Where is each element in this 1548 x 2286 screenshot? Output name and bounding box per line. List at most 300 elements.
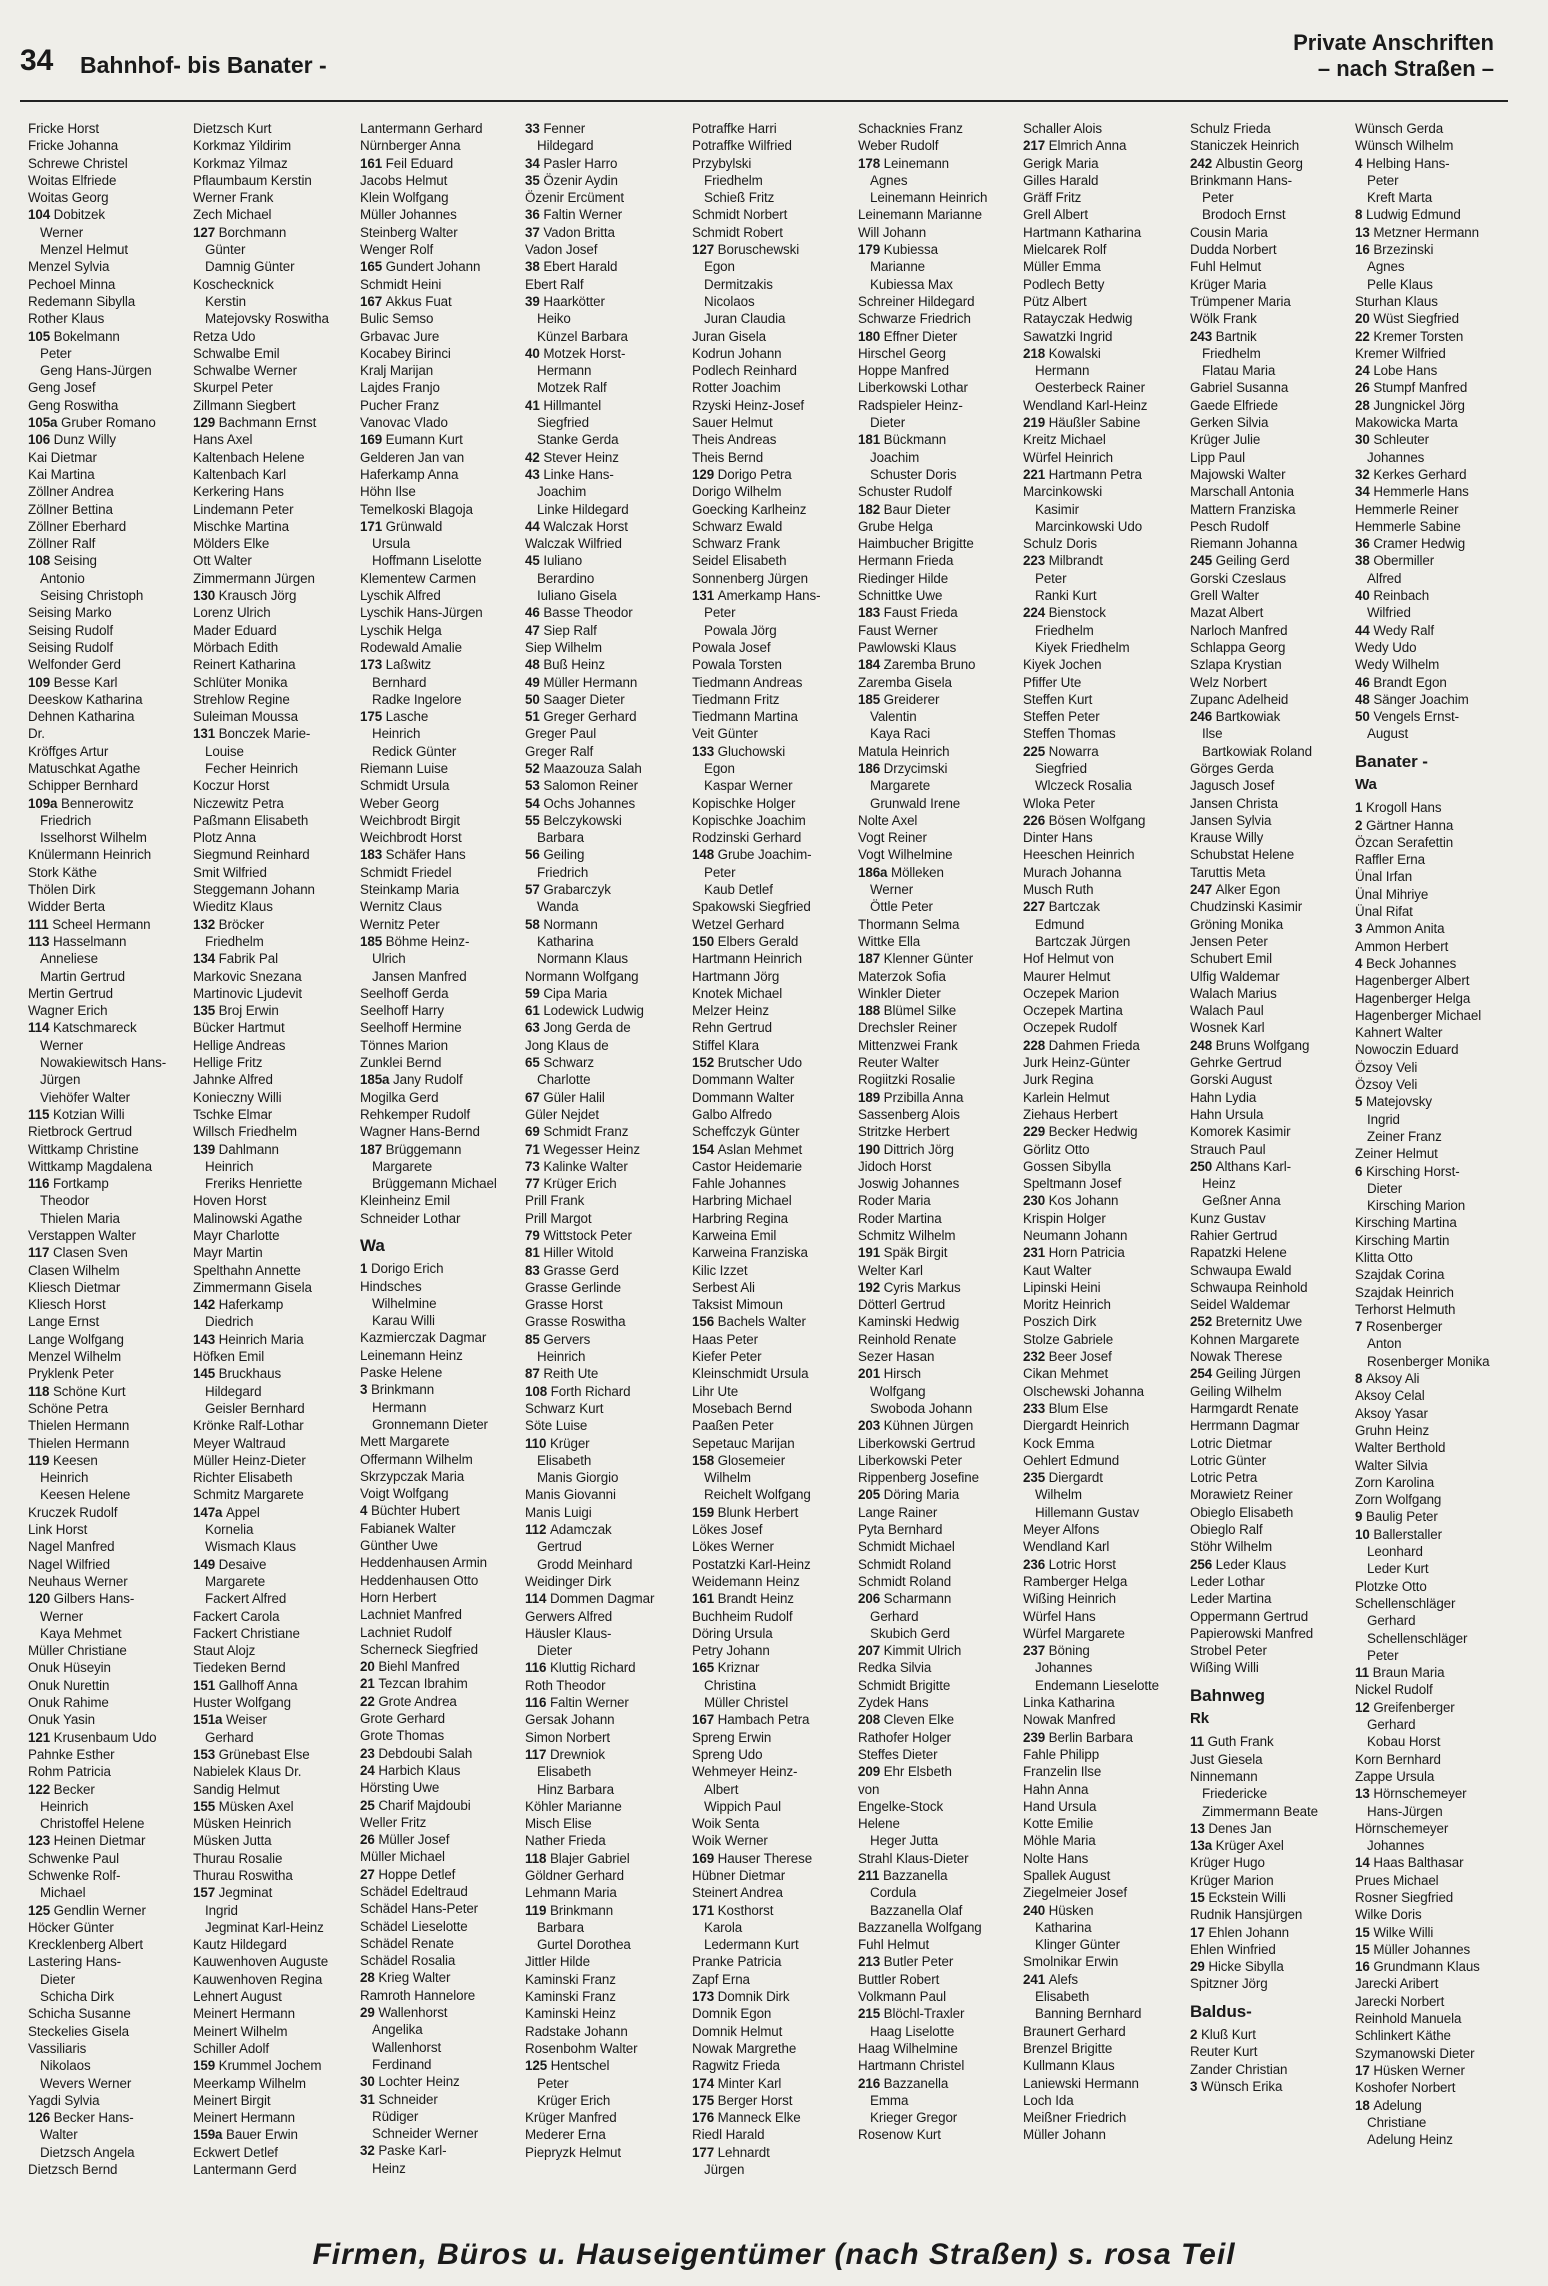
- resident-entry: Weichbrodt Horst: [360, 830, 462, 846]
- name-continuation: Friedhelm: [704, 172, 763, 188]
- resident-entry: Potraffke Wilfried: [692, 138, 792, 154]
- resident-entry: Jurk Regina: [1023, 1072, 1094, 1088]
- house-number: 239: [1023, 1729, 1049, 1745]
- name-continuation: Friedrich: [537, 864, 589, 880]
- resident-entry: Rohm Patricia: [28, 1764, 111, 1780]
- name-continuation: Manis Giorgio: [537, 1470, 619, 1486]
- resident-entry: Greger Ralf: [525, 743, 594, 759]
- resident-entry: Kremer Wilfried: [1355, 345, 1446, 361]
- resident-entry: Karweina Franziska: [692, 1245, 808, 1261]
- resident-entry: Schreiner Hildegard: [858, 293, 975, 309]
- house-number-entry: 30 Schleuter: [1355, 432, 1429, 448]
- resident-entry: Pyta Bernhard: [858, 1522, 943, 1538]
- name-continuation: Cordula: [870, 1885, 917, 1901]
- resident-entry: Steffen Thomas: [1023, 726, 1116, 742]
- resident-entry: Krüger Maria: [1190, 276, 1267, 292]
- house-number: 15: [1355, 1924, 1374, 1940]
- house-number-entry: 187 Brüggemann: [360, 1141, 462, 1157]
- house-number-entry: 106 Dunz Willy: [28, 432, 116, 448]
- resident-entry: Chudzinski Kasimir: [1190, 899, 1303, 915]
- resident-entry: Koshofer Norbert: [1355, 2080, 1456, 2096]
- resident-entry: Przybylski: [692, 155, 752, 171]
- house-number: 189: [858, 1089, 884, 1105]
- resident-entry: Gerwers Alfred: [525, 1608, 613, 1624]
- resident-entry: Woitas Georg: [28, 190, 109, 206]
- name-continuation: Peter: [1367, 1647, 1399, 1663]
- resident-entry: Köhler Marianne: [525, 1798, 622, 1814]
- house-number: 123: [28, 1833, 54, 1849]
- house-number-entry: 145 Bruckhaus: [193, 1366, 282, 1382]
- name-continuation: Friedhelm: [205, 933, 264, 949]
- house-number-entry: 180 Effner Dieter: [858, 328, 958, 344]
- resident-entry: Weller Fritz: [360, 1814, 427, 1830]
- house-number-entry: 142 Haferkamp: [193, 1297, 284, 1313]
- house-number: 201: [858, 1366, 884, 1382]
- resident-entry: Höcker Günter: [28, 1919, 114, 1935]
- resident-entry: Zech Michael: [193, 207, 272, 223]
- resident-entry: Dommann Walter: [692, 1072, 795, 1088]
- page-title: Bahnhof- bis Banater -: [80, 52, 327, 78]
- resident-entry: Seidel Elisabeth: [692, 553, 787, 569]
- resident-entry: Schwarz Frank: [692, 536, 780, 552]
- house-number: 133: [692, 743, 718, 759]
- house-number-entry: 167 Akkus Fuat: [360, 293, 452, 309]
- resident-entry: Rehn Gertrud: [692, 1020, 772, 1036]
- house-number: 171: [360, 518, 386, 534]
- resident-entry: Nabielek Klaus Dr.: [193, 1764, 302, 1780]
- resident-entry: Rippenberg Josefine: [858, 1470, 979, 1486]
- resident-entry: Schwarz Kurt: [525, 1400, 604, 1416]
- name-continuation: Katharina: [1035, 1919, 1092, 1935]
- name-continuation: Jürgen: [704, 2162, 745, 2178]
- resident-entry: Schlüter Monika: [193, 674, 288, 690]
- house-number: 28: [360, 1970, 379, 1986]
- resident-entry: Dietzsch Kurt: [193, 121, 272, 136]
- house-number-entry: 38 Ebert Harald: [525, 259, 618, 275]
- resident-entry: Hoven Horst: [193, 1193, 267, 1209]
- resident-entry: Kai Dietmar: [28, 449, 97, 465]
- house-number: 180: [858, 328, 884, 344]
- name-continuation: Wolfgang: [870, 1383, 926, 1399]
- house-number-entry: 51 Greger Gerhard: [525, 709, 637, 725]
- house-number-entry: 219 Häußler Sabine: [1023, 415, 1141, 431]
- resident-entry: Jidoch Horst: [858, 1158, 932, 1174]
- resident-entry: Sezer Hasan: [858, 1349, 935, 1365]
- resident-entry: Strauch Paul: [1190, 1141, 1266, 1157]
- resident-entry: Mörbach Edith: [193, 639, 279, 655]
- house-number-entry: 3 Ammon Anita: [1355, 921, 1445, 937]
- house-number-entry: 186 Drzycimski: [858, 760, 948, 776]
- resident-entry: Reuter Walter: [858, 1055, 939, 1071]
- name-continuation: Johannes: [1367, 449, 1425, 465]
- house-number: 169: [692, 1850, 718, 1866]
- resident-entry: Mielcarek Rolf: [1023, 242, 1107, 258]
- name-continuation: Juran Claudia: [704, 311, 786, 327]
- resident-entry: Seising Marko: [28, 605, 112, 621]
- name-continuation: Theodor: [40, 1193, 90, 1209]
- resident-entry: Scheffczyk Günter: [692, 1124, 800, 1140]
- resident-entry: Gerken Silvia: [1190, 415, 1269, 431]
- house-number: 104: [28, 207, 54, 223]
- resident-entry: Mertin Gertrud: [28, 985, 113, 1001]
- resident-entry: Raffler Erna: [1355, 852, 1426, 868]
- house-number-entry: 29 Wallenhorst: [360, 2005, 448, 2021]
- resident-entry: Stolze Gabriele: [1023, 1331, 1114, 1347]
- resident-entry: Gehrke Gertrud: [1190, 1055, 1282, 1071]
- resident-entry: Nolte Hans: [1023, 1850, 1089, 1866]
- resident-entry: Ehlen Winfried: [1190, 1941, 1276, 1957]
- resident-entry: Steinkamp Maria: [360, 882, 459, 898]
- house-number: 150: [692, 933, 718, 949]
- house-number-entry: 16 Grundmann Klaus: [1355, 1959, 1480, 1975]
- house-number: 112: [525, 1522, 550, 1538]
- name-continuation: Banning Bernhard: [1035, 2006, 1142, 2022]
- resident-entry: Gorski August: [1190, 1072, 1273, 1088]
- resident-entry: Geng Roswitha: [28, 397, 119, 413]
- house-number-entry: 213 Butler Peter: [858, 1954, 954, 1970]
- name-continuation: Kubiessa Max: [870, 276, 953, 292]
- house-number: 20: [360, 1659, 379, 1675]
- resident-entry: Nowak Manfred: [1023, 1712, 1116, 1728]
- name-continuation: Hermann: [1035, 363, 1090, 379]
- resident-entry: Grasse Gerlinde: [525, 1279, 621, 1295]
- resident-entry: Weidinger Dirk: [525, 1573, 612, 1589]
- house-number: 16: [1355, 1959, 1374, 1975]
- resident-entry: Kruczek Rudolf: [28, 1504, 118, 1520]
- resident-entry: Gabriel Susanna: [1190, 380, 1289, 396]
- name-continuation: Christoffel Helene: [40, 1816, 145, 1832]
- house-number: 219: [1023, 415, 1049, 431]
- house-number: 232: [1023, 1349, 1049, 1365]
- resident-entry: Wernitz Claus: [360, 899, 442, 915]
- house-number: 39: [525, 293, 544, 309]
- house-number: 221: [1023, 466, 1049, 482]
- house-number-entry: 3 Brinkmann: [360, 1382, 435, 1398]
- house-number: 69: [525, 1124, 544, 1140]
- resident-entry: Komorek Kasimir: [1190, 1124, 1291, 1140]
- name-continuation: Hildegard: [537, 138, 594, 154]
- house-number: 79: [525, 1228, 544, 1243]
- resident-entry: Schuster Rudolf: [858, 484, 952, 500]
- name-continuation: Wevers Werner: [40, 2075, 132, 2091]
- resident-entry: Prill Margot: [525, 1210, 592, 1226]
- house-number-entry: 41 Hillmantel: [525, 397, 602, 413]
- name-continuation: Hoffmann Liselotte: [372, 553, 482, 569]
- name-continuation: Wanda: [537, 899, 579, 915]
- name-continuation: Heinrich: [537, 1349, 586, 1365]
- house-number: 25: [360, 1797, 379, 1813]
- resident-entry: Würfel Margarete: [1023, 1625, 1125, 1641]
- resident-entry: Pawlowski Klaus: [858, 639, 957, 655]
- resident-entry: Rogiitzki Rosalie: [858, 1072, 956, 1088]
- resident-entry: Walach Paul: [1190, 1003, 1264, 1019]
- resident-entry: Bulic Semso: [360, 311, 434, 327]
- house-number: 22: [360, 1693, 379, 1709]
- resident-entry: Kotte Emilie: [1023, 1816, 1094, 1832]
- resident-entry: Bazzanella Wolfgang: [858, 1919, 982, 1935]
- resident-entry: Krüger Hugo: [1190, 1855, 1265, 1871]
- name-continuation: Margarete: [870, 778, 931, 794]
- house-number: 226: [1023, 812, 1049, 828]
- resident-entry: Grasse Roswitha: [525, 1314, 626, 1330]
- house-number-entry: 126 Becker Hans-: [28, 2110, 134, 2126]
- name-continuation: Ulrich: [372, 951, 406, 967]
- house-number: 159: [193, 2058, 219, 2074]
- resident-entry: Jagusch Josef: [1190, 778, 1275, 794]
- resident-entry: Seidel Waldemar: [1190, 1297, 1290, 1313]
- page-number: 34: [20, 44, 54, 77]
- name-continuation: Reichelt Wolfgang: [704, 1487, 811, 1503]
- house-number: 207: [858, 1643, 884, 1659]
- house-number: 179: [858, 242, 884, 258]
- name-continuation: Christina: [704, 1677, 756, 1693]
- resident-entry: Kaltenbach Helene: [193, 449, 305, 465]
- resident-entry: Leinemann Marianne: [858, 207, 983, 223]
- house-number-entry: 228 Dahmen Frieda: [1023, 1037, 1140, 1053]
- resident-entry: Zorn Karolina: [1355, 1474, 1435, 1490]
- house-number-entry: 7 Rosenberger: [1355, 1319, 1443, 1335]
- house-number-entry: 65 Schwarz: [525, 1055, 594, 1071]
- resident-entry: Eckwert Detlef: [193, 2144, 278, 2160]
- house-number-entry: 48 Buß Heinz: [525, 657, 605, 673]
- resident-entry: Ninnemann: [1190, 1768, 1258, 1784]
- house-number: 228: [1023, 1037, 1049, 1053]
- name-continuation: Emma: [870, 2092, 909, 2108]
- resident-entry: Gruhn Heinz: [1355, 1422, 1430, 1438]
- resident-entry: Hahn Anna: [1023, 1781, 1089, 1797]
- house-number-entry: 1 Krogoll Hans: [1355, 800, 1442, 816]
- resident-entry: Jarecki Aribert: [1355, 1976, 1439, 1992]
- name-continuation: Angelika: [372, 2022, 423, 2038]
- resident-entry: Nickel Rudolf: [1355, 1682, 1433, 1698]
- house-number-entry: 169 Hauser Therese: [692, 1850, 813, 1866]
- house-number: 248: [1190, 1037, 1216, 1053]
- resident-entry: Pranke Patricia: [692, 1954, 782, 1970]
- resident-entry: Fabianek Walter: [360, 1520, 456, 1536]
- name-continuation: Geng Hans-Jürgen: [40, 363, 152, 379]
- resident-entry: Karlein Helmut: [1023, 1089, 1110, 1105]
- resident-entry: Hindsches: [360, 1278, 422, 1294]
- name-continuation: Bazzanella Olaf: [870, 1902, 963, 1918]
- resident-entry: Pahnke Esther: [28, 1746, 115, 1762]
- name-continuation: Werner: [40, 224, 84, 240]
- house-number: 159: [692, 1504, 718, 1520]
- house-number-entry: 77 Krüger Erich: [525, 1176, 617, 1192]
- resident-entry: Jittler Hilde: [525, 1954, 590, 1970]
- resident-entry: Höfken Emil: [193, 1349, 265, 1365]
- resident-entry: Karweina Emil: [692, 1228, 777, 1243]
- house-number-entry: 183 Schäfer Hans: [360, 847, 466, 863]
- resident-entry: Seising Rudolf: [28, 622, 113, 638]
- house-number-entry: 187 Klenner Günter: [858, 951, 974, 967]
- name-continuation: Heinrich: [40, 1470, 89, 1486]
- house-number: 154: [692, 1141, 718, 1157]
- name-continuation: Gerhard: [205, 1729, 254, 1745]
- resident-entry: Sonnenberg Jürgen: [692, 570, 808, 586]
- house-number-entry: 122 Becker: [28, 1781, 95, 1797]
- house-number-entry: 108 Forth Richard: [525, 1383, 631, 1399]
- resident-entry: Skrzypczak Maria: [360, 1468, 465, 1484]
- house-number-entry: 4 Helbing Hans-: [1355, 155, 1450, 171]
- house-number-entry: 105a Gruber Romano: [28, 415, 156, 431]
- house-number: 233: [1023, 1400, 1049, 1416]
- resident-entry: Roder Martina: [858, 1210, 942, 1226]
- resident-entry: Nürnberger Anna: [360, 138, 461, 154]
- resident-entry: Tiedmann Martina: [692, 709, 798, 725]
- resident-entry: Schmidt Norbert: [692, 207, 788, 223]
- house-number: 83: [525, 1262, 544, 1278]
- house-number-entry: 15 Eckstein Willi: [1190, 1889, 1286, 1905]
- house-number-entry: 151a Weiser: [193, 1712, 267, 1728]
- house-number-entry: 246 Bartkowiak: [1190, 709, 1281, 725]
- resident-entry: Leder Martina: [1190, 1591, 1272, 1607]
- house-number-entry: 165 Kriznar: [692, 1660, 760, 1676]
- name-continuation: Johannes: [1035, 1660, 1093, 1676]
- resident-entry: Thielen Hermann: [28, 1435, 130, 1451]
- resident-entry: Seising Rudolf: [28, 639, 113, 655]
- resident-entry: Ragwitz Frieda: [692, 2058, 780, 2074]
- house-number: 20: [1355, 311, 1374, 327]
- resident-entry: Grell Walter: [1190, 588, 1259, 604]
- house-number: 121: [28, 1729, 54, 1745]
- house-number: 35: [525, 172, 544, 188]
- house-number-entry: 69 Schmidt Franz: [525, 1124, 629, 1140]
- resident-entry: Kock Emma: [1023, 1435, 1095, 1451]
- name-continuation: Elisabeth: [537, 1452, 592, 1468]
- house-number-entry: 233 Blum Else: [1023, 1400, 1109, 1416]
- name-continuation: Ranki Kurt: [1035, 588, 1097, 604]
- house-number: 57: [525, 882, 544, 898]
- resident-entry: Siegmund Reinhard: [193, 847, 310, 863]
- resident-entry: Lihr Ute: [692, 1383, 739, 1399]
- resident-entry: Jahnke Alfred: [193, 1072, 273, 1088]
- resident-entry: Kliesch Horst: [28, 1297, 106, 1313]
- house-number-entry: 226 Bösen Wolfgang: [1023, 812, 1146, 828]
- house-number: 53: [525, 778, 544, 794]
- house-number-entry: 120 Gilbers Hans-: [28, 1591, 135, 1607]
- resident-entry: Vogt Wilhelmine: [858, 847, 953, 863]
- resident-entry: Loch Ida: [1023, 2092, 1074, 2108]
- resident-entry: Welter Karl: [858, 1262, 923, 1278]
- name-continuation: Werner: [40, 1608, 84, 1624]
- resident-entry: Zapf Erna: [692, 1971, 750, 1987]
- house-number: 185a: [360, 1072, 394, 1088]
- house-number: 114: [525, 1591, 550, 1607]
- resident-entry: Schädel Renate: [360, 1935, 454, 1951]
- resident-entry: Kleinheinz Emil: [360, 1193, 451, 1209]
- resident-entry: Poszich Dirk: [1023, 1314, 1097, 1330]
- house-number: 111: [28, 916, 53, 932]
- house-number-entry: 148 Grube Joachim-: [692, 847, 812, 863]
- resident-entry: Marschall Antonia: [1190, 484, 1294, 500]
- resident-entry: Kilic Izzet: [692, 1262, 748, 1278]
- house-number-entry: 37 Vadon Britta: [525, 224, 615, 240]
- name-continuation: Kaya Mehmet: [40, 1625, 122, 1641]
- resident-entry: Dietzsch Bernd: [28, 2162, 118, 2178]
- resident-entry: Schmidt Heini: [360, 276, 442, 292]
- name-continuation: Geßner Anna: [1202, 1193, 1281, 1209]
- resident-entry: Lyschik Helga: [360, 622, 442, 638]
- house-number-entry: 28 Krieg Walter: [360, 1970, 451, 1986]
- house-number-entry: 27 Hoppe Detlef: [360, 1866, 456, 1882]
- house-number-entry: 85 Gervers: [525, 1331, 591, 1347]
- resident-entry: Oczepek Marion: [1023, 985, 1120, 1001]
- resident-entry: Manis Giovanni: [525, 1487, 616, 1503]
- house-number: 109a: [28, 795, 62, 811]
- resident-entry: Schwarz Ewald: [692, 518, 783, 534]
- name-continuation: Adelung Heinz: [1367, 2132, 1453, 2148]
- resident-entry: Materzok Sofia: [858, 968, 946, 984]
- name-continuation: Brüggemann Michael: [372, 1176, 497, 1192]
- house-number-entry: 118 Schöne Kurt: [28, 1383, 126, 1399]
- house-number: 2: [1355, 817, 1366, 833]
- house-number-entry: 109a Bennerowitz: [28, 795, 134, 811]
- name-continuation: Hans-Jürgen: [1367, 1803, 1443, 1819]
- house-number-entry: 17 Ehlen Johann: [1190, 1924, 1290, 1940]
- resident-entry: Reinhold Renate: [858, 1331, 957, 1347]
- resident-entry: Herrmann Dagmar: [1190, 1418, 1300, 1434]
- resident-entry: Plotz Anna: [193, 830, 257, 846]
- resident-entry: Jansen Sylvia: [1190, 812, 1272, 828]
- resident-entry: Walczak Wilfried: [525, 536, 622, 552]
- resident-entry: Hof Helmut von: [1023, 951, 1114, 967]
- house-number: 29: [1190, 1959, 1209, 1975]
- house-number: 127: [692, 242, 718, 258]
- resident-entry: Clasen Wilhelm: [28, 1262, 120, 1278]
- name-continuation: Kaspar Werner: [704, 778, 793, 794]
- house-number-entry: 79 Wittstock Peter: [525, 1228, 632, 1243]
- house-number: 208: [858, 1712, 884, 1728]
- house-number-entry: 22 Grote Andrea: [360, 1693, 457, 1709]
- resident-entry: Woitas Elfriede: [28, 172, 117, 188]
- house-number: 256: [1190, 1556, 1216, 1572]
- house-number: 31: [360, 2091, 379, 2107]
- house-number: 22: [1355, 328, 1374, 344]
- resident-entry: Krispin Holger: [1023, 1210, 1106, 1226]
- resident-entry: Cikan Mehmet: [1023, 1366, 1109, 1382]
- resident-entry: Möhle Maria: [1023, 1833, 1096, 1849]
- district-heading: Rk: [1190, 1710, 1209, 1728]
- resident-entry: Plotzke Otto: [1355, 1578, 1427, 1594]
- resident-entry: Korkmaz Yilmaz: [193, 155, 288, 171]
- house-number-entry: 252 Breternitz Uwe: [1190, 1314, 1303, 1330]
- name-continuation: Friedrich: [40, 812, 92, 828]
- house-number: 175: [692, 2092, 718, 2108]
- resident-entry: Ziegelmeier Josef: [1023, 1885, 1127, 1901]
- resident-entry: Schmitz Wilhelm: [858, 1228, 956, 1243]
- house-number-entry: 143 Heinrich Maria: [193, 1331, 304, 1347]
- house-number: 151a: [193, 1712, 227, 1728]
- resident-entry: Stork Käthe: [28, 864, 97, 880]
- house-number-entry: 63 Jong Gerda de: [525, 1020, 631, 1036]
- house-number-entry: 125 Hentschel: [525, 2058, 610, 2074]
- resident-entry: Rodewald Amalie: [360, 639, 462, 655]
- resident-entry: Strahl Klaus-Dieter: [858, 1850, 969, 1866]
- resident-entry: Jurk Heinz-Günter: [1023, 1055, 1130, 1071]
- resident-entry: Sturhan Klaus: [1355, 293, 1438, 309]
- house-number: 44: [1355, 622, 1374, 638]
- resident-entry: Joswig Johannes: [858, 1176, 960, 1192]
- house-number-entry: 14 Haas Balthasar: [1355, 1855, 1464, 1871]
- resident-entry: Cousin Maria: [1190, 224, 1268, 240]
- house-number: 3: [1355, 921, 1366, 937]
- resident-entry: Juran Gisela: [692, 328, 766, 344]
- resident-entry: Knülermann Heinrich: [28, 847, 152, 863]
- house-number-entry: 192 Cyris Markus: [858, 1279, 961, 1295]
- resident-entry: Schnittke Uwe: [858, 588, 943, 604]
- house-number: 23: [360, 1745, 379, 1761]
- resident-entry: Geiling Wilhelm: [1190, 1383, 1282, 1399]
